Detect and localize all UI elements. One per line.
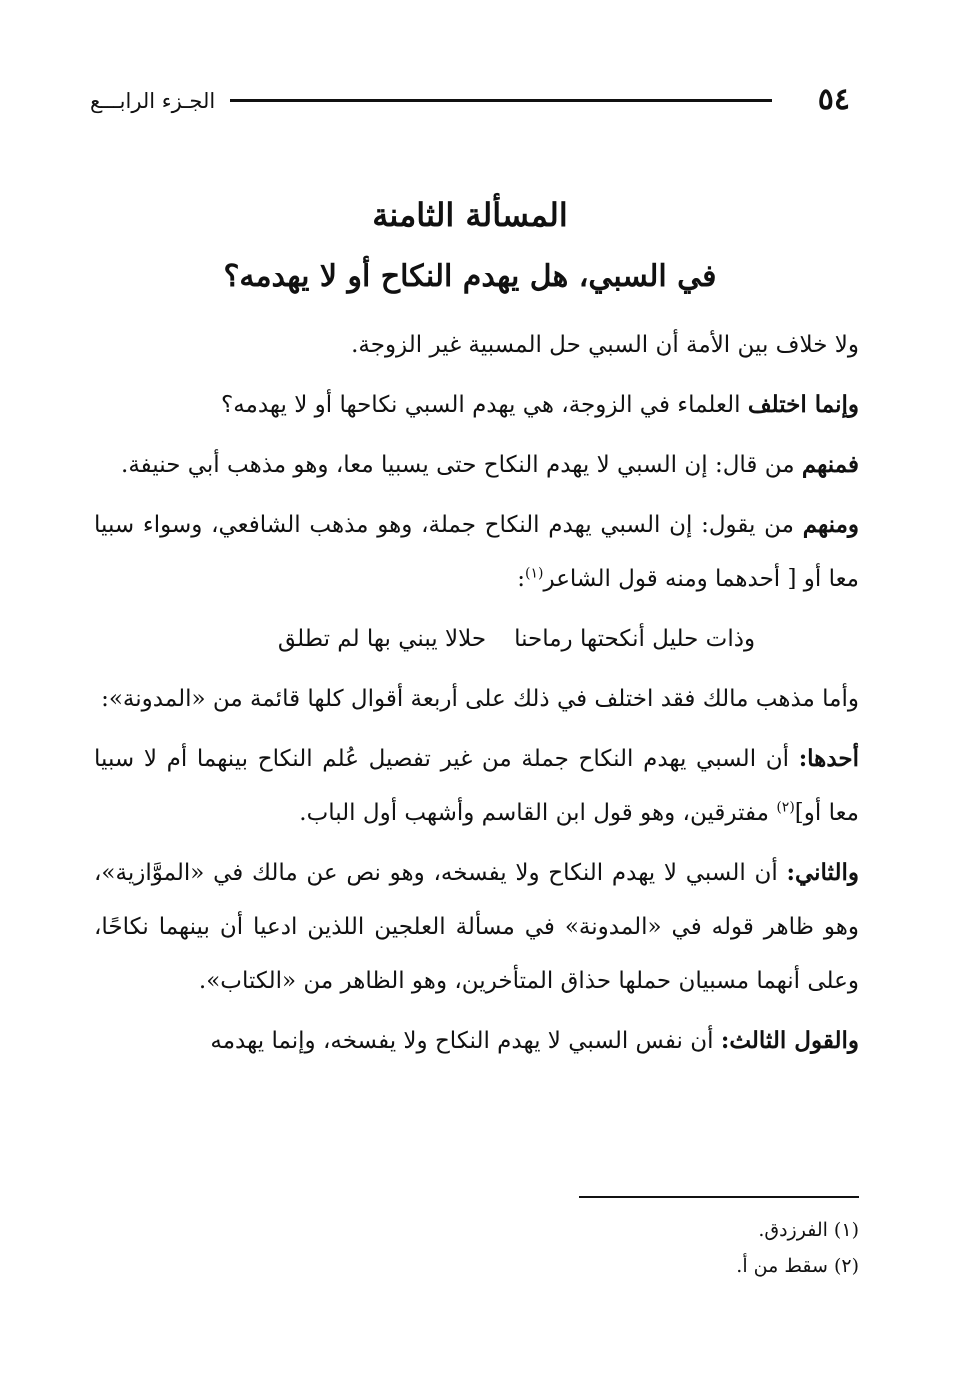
paragraph	[94, 378, 859, 432]
paragraph-lead: فمنهم	[801, 451, 859, 478]
footnotes	[99, 1212, 859, 1284]
paragraph-text-end: :	[517, 566, 526, 592]
issue-heading: المسألة الثامنة	[372, 196, 568, 234]
paragraph	[94, 846, 859, 1008]
body-text	[94, 318, 859, 1074]
paragraph-text: وأما مذهب مالك فقد اختلف في ذلك على أربعة أقوال كلها قائمة من «المدونة»:	[101, 686, 859, 712]
verse-second-hemistich: حلالا يبني بها لم تطلق	[277, 626, 487, 652]
running-header	[90, 82, 850, 122]
paragraph-lead: أحدها:	[798, 745, 859, 772]
paragraph	[94, 438, 859, 492]
paragraph-text: أن السبي يهدم النكاح جملة من غير تفصيل عُلم النكاح بينهما أم لا سبيا معا أو]	[94, 746, 859, 826]
issue-question-heading: في السبي، هل يهدم النكاح أو لا يهدمه؟	[223, 259, 717, 294]
paragraph-text: ولا خلاف بين الأمة أن السبي حل المسبية غير الزوجة.	[351, 332, 859, 358]
part-title: الجـزء الرابـــع	[90, 89, 216, 113]
paragraph-text: أن نفس السبي لا يهدم النكاح ولا يفسخه، وإنما يهدمه	[210, 1028, 721, 1054]
verse-first-hemistich: وذات حليل أنكحتها رماحنا	[514, 626, 756, 652]
footnote: (١) الفرزدق.	[758, 1219, 859, 1241]
paragraph-text: من قال: إن السبي لا يهدم النكاح حتى يسبيا معا، وهو مذهب أبي حنيفة.	[121, 452, 802, 478]
paragraph-text: العلماء في الزوجة، هي يهدم السبي نكاحها أو لا يهدمه؟	[221, 392, 748, 418]
paragraph	[94, 1014, 859, 1068]
header-rule	[230, 99, 772, 102]
footnote-reference: (٢)	[776, 799, 795, 816]
paragraph	[94, 672, 859, 726]
paragraph-lead: والقول الثالث:	[720, 1027, 859, 1054]
footnote: (٢) سقط من أ.	[736, 1255, 859, 1277]
paragraph	[94, 732, 859, 840]
poetry-verse	[94, 612, 859, 666]
paragraph-lead: والثاني:	[786, 859, 859, 886]
paragraph-text-end: مفترقين، وهو قول ابن القاسم وأشهب أول الباب.	[299, 800, 777, 826]
paragraph-text: أن السبي لا يهدم النكاح ولا يفسخه، وهو نص عن مالك في «الموَّازية»، وهو ظاهر قوله في «المدونة» في مسألة العلجين اللذين ادعيا أن بينهما نكاحًا، وعلى أنهما مسبيان حملها حذاق المتأخرين، وهو الظاهر من «الكتاب».	[94, 860, 859, 994]
paragraph-lead: وإنما اختلف	[747, 391, 859, 418]
paragraph	[94, 318, 859, 372]
paragraph	[94, 498, 859, 606]
paragraph-text: من يقول: إن السبي يهدم النكاح جملة، وهو مذهب الشافعي، وسواء سبيا معا أو [ أحدهما ومنه قول الشاعر	[94, 512, 859, 592]
footnote-rule	[579, 1196, 859, 1198]
paragraph-lead: ومنهم	[802, 511, 859, 538]
page-number: ٥٤	[817, 82, 850, 117]
footnote-reference: (١)	[525, 565, 544, 582]
